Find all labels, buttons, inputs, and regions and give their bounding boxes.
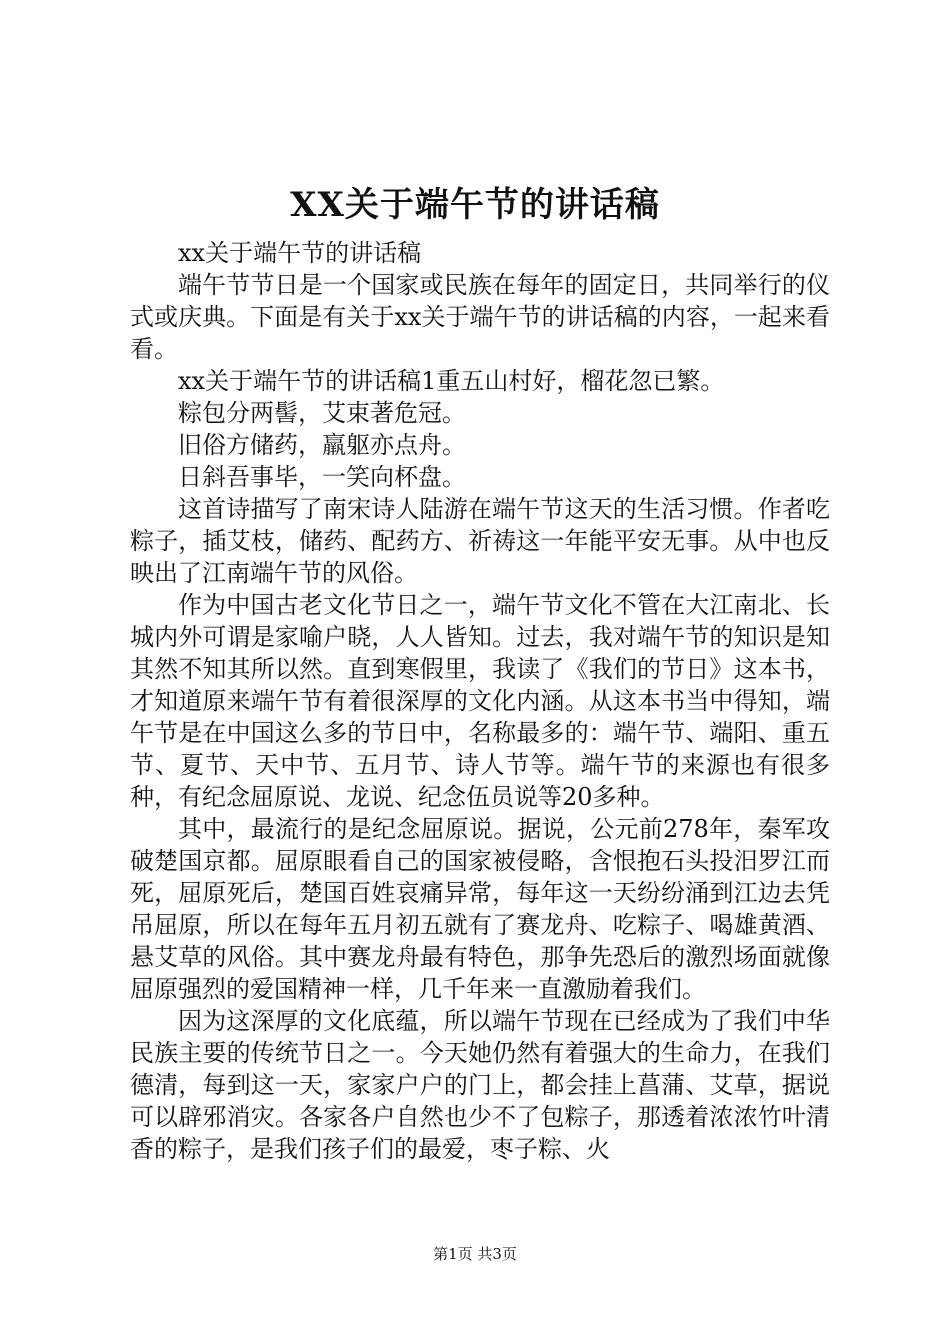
paragraph-poem-explanation: 这首诗描写了南宋诗人陆游在端午节这天的生活习惯。作者吃粽子，插艾枝，储药、配药方、祈祷这一年能平安无事。从中也反映出了江南端午节的风俗。 bbox=[130, 495, 830, 587]
document-title: XX关于端午节的讲话稿 bbox=[290, 185, 660, 225]
paragraph-heading-repeat: xx关于端午节的讲话稿 bbox=[178, 239, 422, 267]
paragraph-qu-yuan: 其中，最流行的是纪念屈原说。据说，公元前278年，秦军攻破楚国京都。屈原眼看自己的国家被侵略，含恨抱石头投汨罗江而死，屈原死后，楚国百姓哀痛异常，每年这一天纷纷涌到江边去凭吊屈原，所以在每年五月初五就有了赛龙舟、吃粽子、喝雄黄酒、悬艾草的风俗。其中赛龙舟最有特色，那争先恐后的激烈场面就像屈原强烈的爱国精神一样，几千年来一直激励着我们。 bbox=[130, 815, 830, 1003]
paragraph-intro: 端午节节日是一个国家或民族在每年的固定日，共同举行的仪式或庆典。下面是有关于xx关于端午节的讲话稿的内容，一起来看看。 bbox=[130, 271, 830, 363]
paragraph-festival-culture: 作为中国古老文化节日之一，端午节文化不管在大江南北、长城内外可谓是家喻户晓，人人皆知。过去，我对端午节的知识是知其然不知其所以然。直到寒假里，我读了《我们的节日》这本书，才知道原来端午节有着很深厚的文化内涵。从这本书当中得知，端午节是在中国这么多的节日中，名称最多的：端午节、端阳、重五节、夏节、天中节、五月节、诗人节等。端午节的来源也有很多种，有纪念屈原说、龙说、纪念伍员说等20多种。 bbox=[130, 591, 830, 811]
paragraph-poem-line-2: 粽包分两髻，艾束著危冠。 bbox=[178, 399, 466, 427]
document-body bbox=[130, 237, 830, 1165]
paragraph-poem-line-3: 旧俗方储药，羸躯亦点舟。 bbox=[178, 431, 466, 459]
paragraph-poem-line-1: xx关于端午节的讲话稿1重五山村好，榴花忽已繁。 bbox=[178, 367, 725, 395]
paragraph-tradition-today: 因为这深厚的文化底蕴，所以端午节现在已经成为了我们中华民族主要的传统节日之一。今天她仍然有着强大的生命力，在我们德清，每到这一天，家家户户的门上，都会挂上菖蒲、艾草，据说可以辟邪消灾。各家各户自然也少不了包粽子，那透着浓浓竹叶清香的粽子，是我们孩子们的最爱，枣子粽、火 bbox=[130, 1007, 830, 1163]
paragraph-poem-line-4: 日斜吾事毕，一笑向杯盘。 bbox=[178, 463, 466, 491]
page-number-footer: 第1页 共3页 bbox=[433, 1245, 517, 1263]
